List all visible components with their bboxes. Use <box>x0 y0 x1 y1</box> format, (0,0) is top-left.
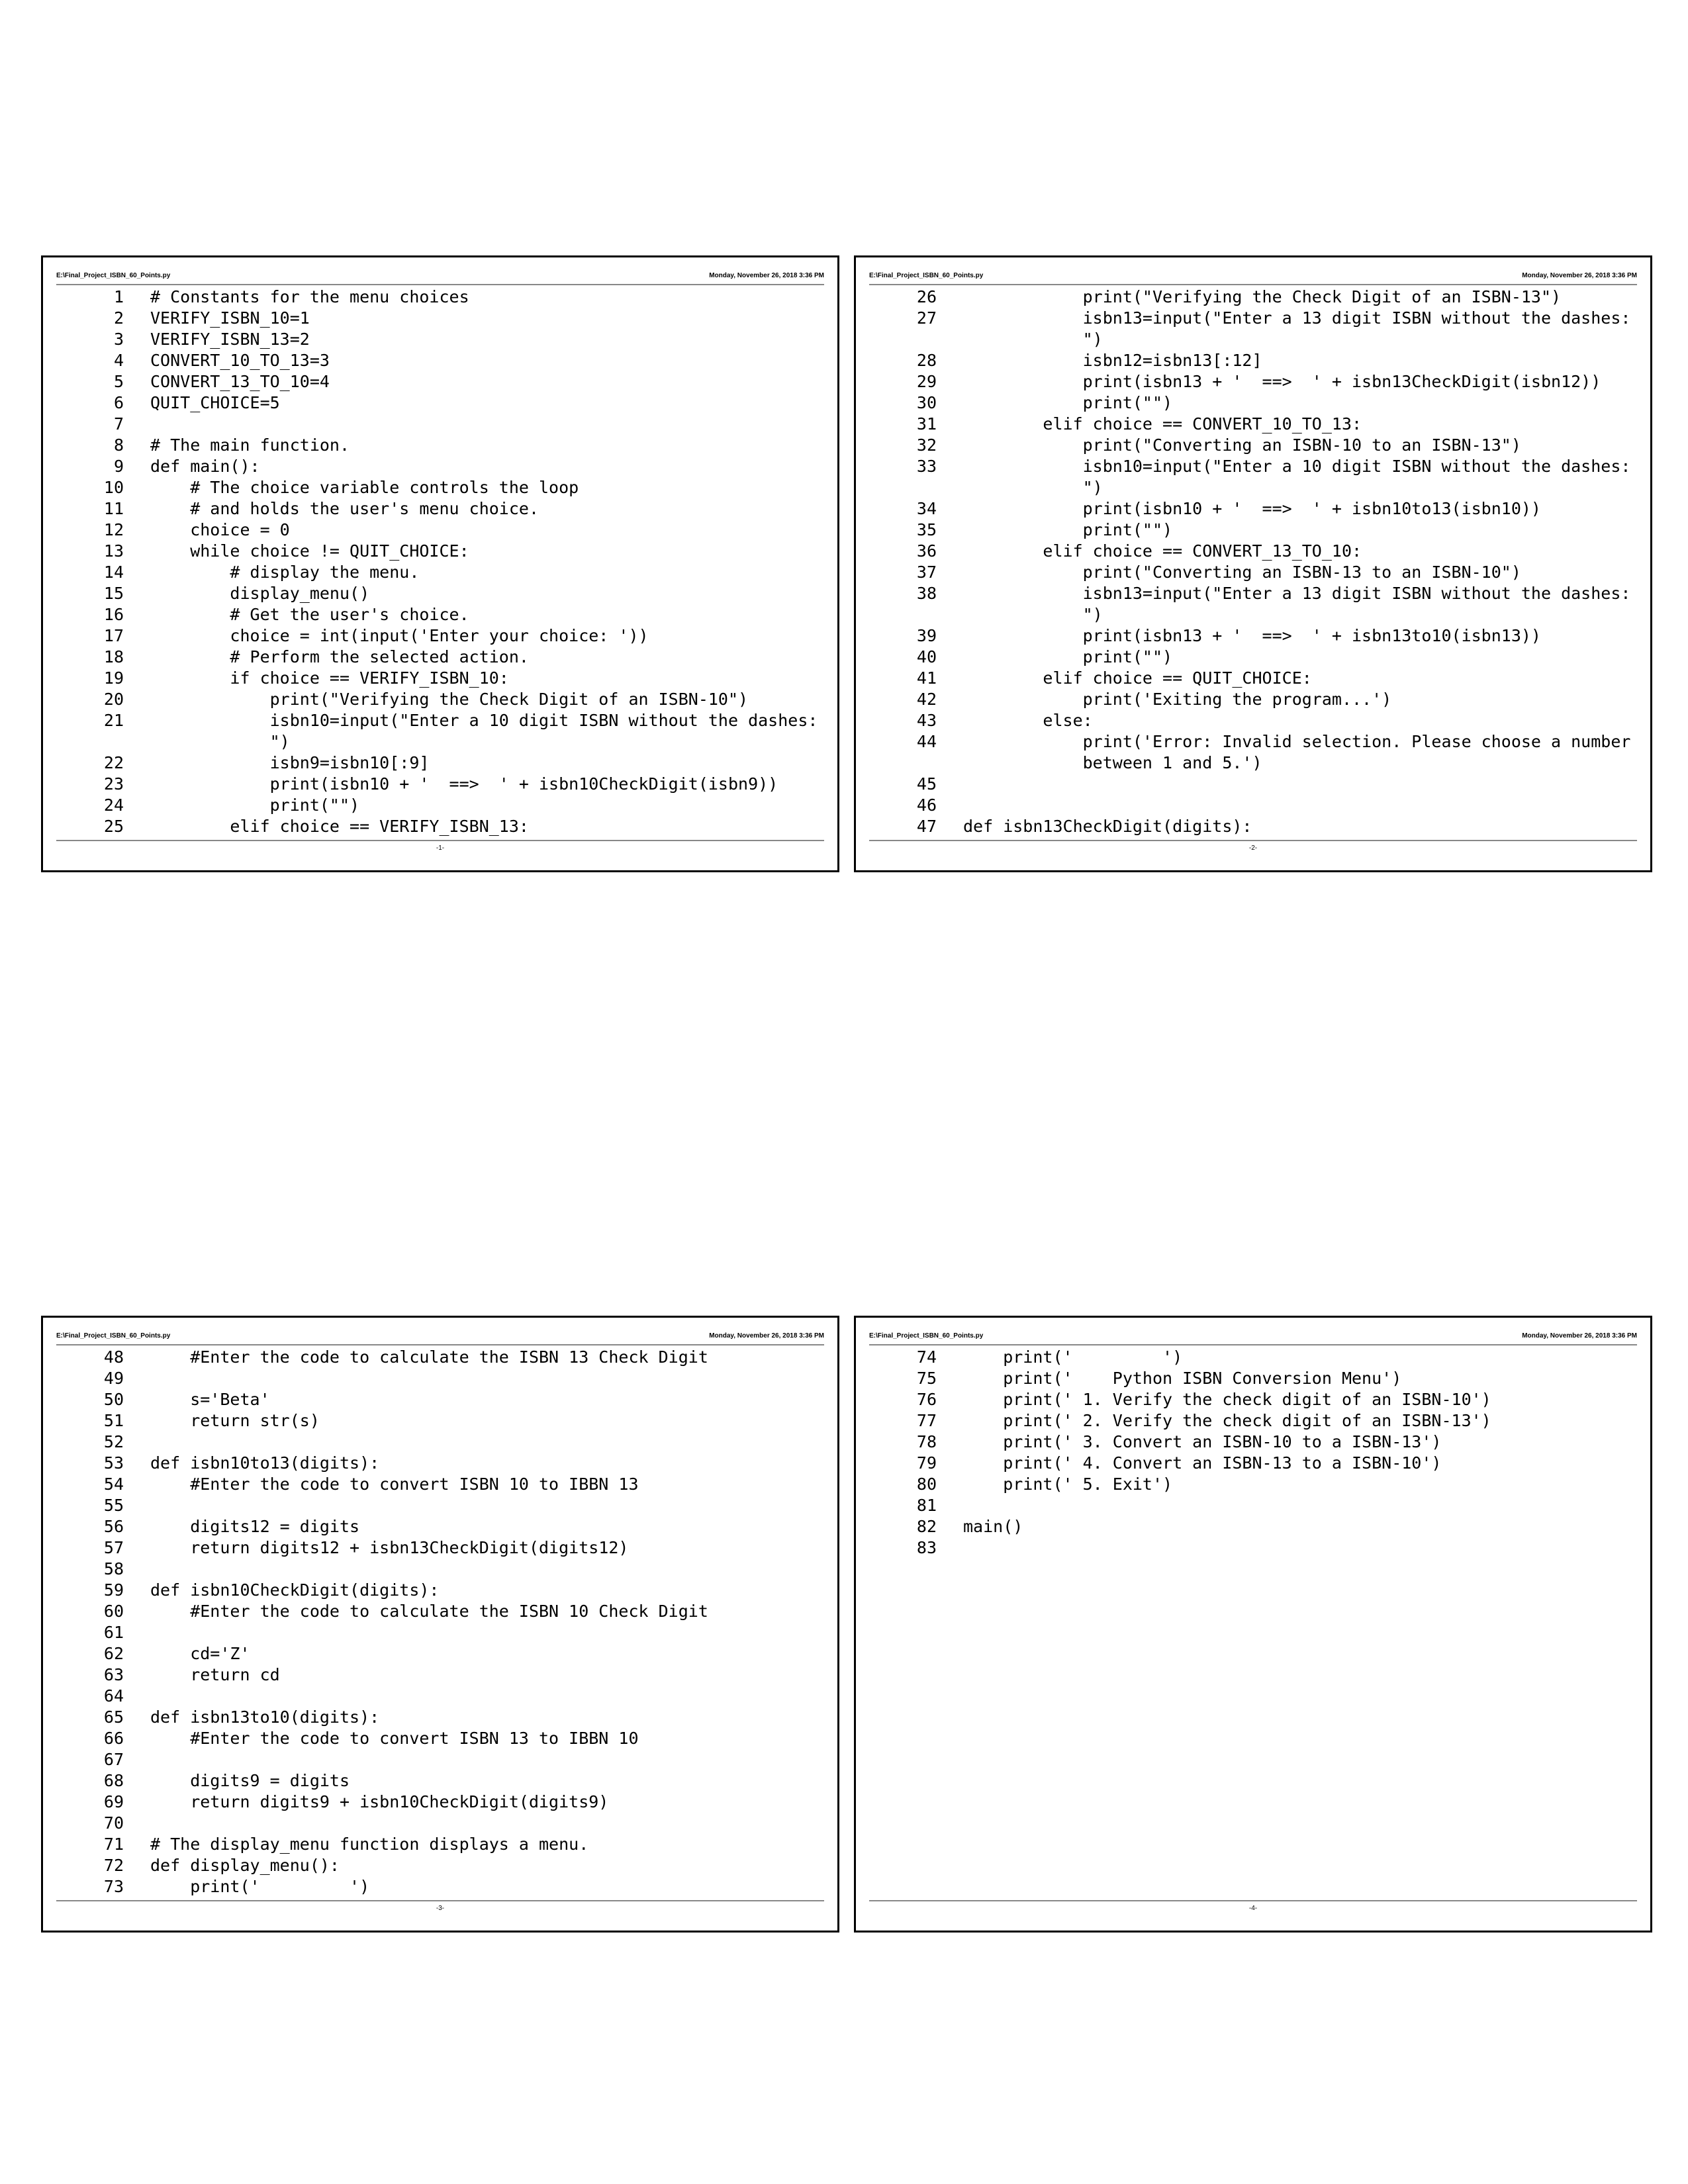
line-number: 76 <box>916 1390 937 1409</box>
line-code: def isbn13CheckDigit(digits): <box>963 817 1252 836</box>
code-line <box>869 562 1637 583</box>
line-code: CONVERT_13_TO_10=4 <box>150 372 330 391</box>
line-number: 69 <box>103 1792 124 1811</box>
line-code <box>150 1813 824 1834</box>
line-number: 65 <box>103 1707 124 1727</box>
line-number: 79 <box>916 1453 937 1473</box>
line-number: 46 <box>916 796 937 815</box>
line-code: digits9 = digits <box>150 1771 350 1790</box>
line-code <box>963 1495 1637 1516</box>
header-filename: E:\Final_Project_ISBN_60_Points.py <box>869 1332 984 1340</box>
line-code: def isbn13to10(digits): <box>150 1707 380 1727</box>
line-code: print('Error: Invalid selection. Please choose a number between 1 and 5.') <box>1082 732 1631 772</box>
line-code <box>150 1686 824 1707</box>
code-line <box>56 1834 824 1855</box>
code-line <box>56 1876 824 1897</box>
code-line <box>869 520 1637 541</box>
line-code: # and holds the user's menu choice. <box>150 499 539 518</box>
page-header <box>56 271 824 285</box>
line-number: 3 <box>113 330 124 349</box>
line-code: #Enter the code to calculate the ISBN 13 Check Digit <box>150 1347 708 1367</box>
line-code: # Perform the selected action. <box>150 647 529 666</box>
code-line <box>869 710 1637 731</box>
line-code: QUIT_CHOICE=5 <box>150 393 280 412</box>
line-code: isbn10=input("Enter a 10 digit ISBN without the dashes: ") <box>269 711 818 751</box>
line-number: 23 <box>103 774 124 794</box>
line-number: 55 <box>103 1496 124 1515</box>
line-number: 70 <box>103 1813 124 1833</box>
code-line <box>869 1432 1637 1453</box>
line-number: 7 <box>113 414 124 433</box>
code-line <box>56 1389 824 1410</box>
line-code: print(isbn10 + ' ==> ' + isbn10CheckDigit(isbn9)) <box>150 774 778 794</box>
line-code: elif choice == QUIT_CHOICE: <box>963 668 1312 688</box>
code-line <box>56 1813 824 1834</box>
line-code: print(' 1. Verify the check digit of an ISBN-10') <box>963 1390 1491 1409</box>
line-number: 61 <box>103 1623 124 1642</box>
line-number: 74 <box>916 1347 937 1367</box>
line-code: print("Converting an ISBN-13 to an ISBN-10") <box>963 563 1521 582</box>
header-filename: E:\Final_Project_ISBN_60_Points.py <box>56 272 171 279</box>
code-line <box>869 625 1637 647</box>
line-number: 58 <box>103 1559 124 1578</box>
code-line <box>56 1770 824 1792</box>
line-code: print(' 2. Verify the check digit of an ISBN-13') <box>963 1411 1491 1430</box>
line-number: 83 <box>916 1538 937 1557</box>
code-line <box>56 1474 824 1495</box>
line-code: print("") <box>963 520 1173 539</box>
line-code: #Enter the code to convert ISBN 10 to IBBN 13 <box>150 1475 639 1494</box>
line-code: isbn10=input("Enter a 10 digit ISBN without the dashes: ") <box>1082 457 1631 497</box>
line-code: print(isbn13 + ' ==> ' + isbn13to10(isbn13)) <box>963 626 1541 645</box>
line-number: 16 <box>103 605 124 624</box>
line-number: 8 <box>113 435 124 455</box>
line-code <box>150 1622 824 1643</box>
code-line <box>869 1474 1637 1495</box>
line-number: 18 <box>103 647 124 666</box>
line-code: # display the menu. <box>150 563 420 582</box>
line-number: 35 <box>916 520 937 539</box>
header-date: Monday, November 26, 2018 3:36 PM <box>1522 1332 1637 1340</box>
line-number: 2 <box>113 308 124 328</box>
line-number: 26 <box>916 287 937 306</box>
code-line <box>56 371 824 392</box>
line-code: print("") <box>963 647 1173 666</box>
code-line <box>56 350 824 371</box>
line-code: isbn12=isbn13[:12] <box>963 351 1262 370</box>
code-page-3 <box>41 1316 839 1933</box>
code-line <box>869 1516 1637 1537</box>
line-code: VERIFY_ISBN_10=1 <box>150 308 310 328</box>
line-number: 4 <box>113 351 124 370</box>
line-code: # Constants for the menu choices <box>150 287 469 306</box>
page-header <box>56 1331 824 1345</box>
code-line <box>56 1559 824 1580</box>
line-code: # The main function. <box>150 435 350 455</box>
header-filename: E:\Final_Project_ISBN_60_Points.py <box>869 272 984 279</box>
code-line <box>56 1643 824 1664</box>
code-line <box>869 371 1637 392</box>
code-line <box>869 1347 1637 1368</box>
code-line <box>869 1495 1637 1516</box>
code-page-1 <box>41 255 839 872</box>
line-number: 38 <box>916 584 937 603</box>
line-code <box>150 1432 824 1453</box>
code-line <box>56 1855 824 1876</box>
line-number: 14 <box>103 563 124 582</box>
line-code <box>150 1495 824 1516</box>
page-footer <box>56 1900 824 1917</box>
line-code: # Get the user's choice. <box>150 605 469 624</box>
line-number: 68 <box>103 1771 124 1790</box>
page-footer <box>869 840 1637 857</box>
line-number: 15 <box>103 584 124 603</box>
line-number: 6 <box>113 393 124 412</box>
line-code: print("Verifying the Check Digit of an ISBN-13") <box>963 287 1562 306</box>
header-date: Monday, November 26, 2018 3:36 PM <box>1522 272 1637 279</box>
code-line <box>869 350 1637 371</box>
code-line <box>869 414 1637 435</box>
code-listing <box>869 1347 1637 1559</box>
line-code: # The choice variable controls the loop <box>150 478 579 497</box>
code-line <box>869 456 1637 498</box>
line-number: 43 <box>916 711 937 730</box>
code-line <box>56 1792 824 1813</box>
code-line <box>56 1495 824 1516</box>
line-code <box>963 774 1637 795</box>
line-number: 56 <box>103 1517 124 1536</box>
code-line <box>56 710 824 752</box>
code-line <box>56 1368 824 1389</box>
code-line <box>869 647 1637 668</box>
line-code: print(' 5. Exit') <box>963 1475 1173 1494</box>
line-code: choice = int(input('Enter your choice: ')) <box>150 626 649 645</box>
line-number: 72 <box>103 1856 124 1875</box>
line-number: 36 <box>916 541 937 561</box>
line-number: 62 <box>103 1644 124 1663</box>
line-number: 81 <box>916 1496 937 1515</box>
line-code: print(' Python ISBN Conversion Menu') <box>963 1369 1402 1388</box>
page-number: -3- <box>436 1905 445 1912</box>
line-code: isbn13=input("Enter a 13 digit ISBN without the dashes: ") <box>1082 308 1631 349</box>
code-line <box>56 329 824 350</box>
code-line <box>56 1601 824 1622</box>
line-number: 12 <box>103 520 124 539</box>
header-date: Monday, November 26, 2018 3:36 PM <box>709 272 824 279</box>
code-line <box>869 668 1637 689</box>
code-line <box>869 392 1637 414</box>
line-number: 28 <box>916 351 937 370</box>
line-code <box>963 1537 1637 1559</box>
line-code: else: <box>963 711 1093 730</box>
line-code: VERIFY_ISBN_13=2 <box>150 330 310 349</box>
line-code <box>150 1559 824 1580</box>
code-line <box>869 1453 1637 1474</box>
code-listing <box>56 287 824 837</box>
line-number: 78 <box>916 1432 937 1451</box>
code-line <box>56 392 824 414</box>
line-number: 64 <box>103 1686 124 1706</box>
code-line <box>56 435 824 456</box>
line-number: 66 <box>103 1729 124 1748</box>
line-number: 21 <box>103 711 124 730</box>
line-number: 17 <box>103 626 124 645</box>
line-code: def main(): <box>150 457 260 476</box>
page-number: -2- <box>1248 844 1258 852</box>
code-line <box>56 752 824 774</box>
code-line <box>869 816 1637 837</box>
code-line <box>56 498 824 520</box>
line-code: #Enter the code to calculate the ISBN 10 Check Digit <box>150 1602 708 1621</box>
code-line <box>56 1537 824 1559</box>
line-code: print("") <box>150 796 360 815</box>
line-number: 71 <box>103 1835 124 1854</box>
line-code: return digits12 + isbn13CheckDigit(digits12) <box>150 1538 629 1557</box>
code-line <box>56 668 824 689</box>
code-line <box>56 562 824 583</box>
line-number: 39 <box>916 626 937 645</box>
code-line <box>56 520 824 541</box>
code-line <box>56 1453 824 1474</box>
line-number: 73 <box>103 1877 124 1896</box>
code-line <box>56 1347 824 1368</box>
code-line <box>56 647 824 668</box>
line-code: isbn9=isbn10[:9] <box>150 753 430 772</box>
code-page-2 <box>854 255 1652 872</box>
line-code: return digits9 + isbn10CheckDigit(digits9) <box>150 1792 609 1811</box>
code-line <box>869 435 1637 456</box>
line-number: 9 <box>113 457 124 476</box>
line-number: 34 <box>916 499 937 518</box>
page-footer <box>869 1900 1637 1917</box>
line-number: 25 <box>103 817 124 836</box>
line-number: 19 <box>103 668 124 688</box>
code-line <box>56 1410 824 1432</box>
line-code: print('Exiting the program...') <box>963 690 1392 709</box>
line-number: 42 <box>916 690 937 709</box>
line-code: display_menu() <box>150 584 370 603</box>
line-number: 13 <box>103 541 124 561</box>
line-number: 67 <box>103 1750 124 1769</box>
code-listing <box>869 287 1637 837</box>
code-line <box>56 1707 824 1728</box>
line-code: while choice != QUIT_CHOICE: <box>150 541 469 561</box>
line-number: 60 <box>103 1602 124 1621</box>
line-number: 41 <box>916 668 937 688</box>
line-code: # The display_menu function displays a menu. <box>150 1835 589 1854</box>
line-code <box>150 1368 824 1389</box>
code-line <box>56 689 824 710</box>
line-code: print("Converting an ISBN-10 to an ISBN-13") <box>963 435 1521 455</box>
code-line <box>56 625 824 647</box>
page-number: -1- <box>436 844 445 852</box>
code-line <box>56 456 824 477</box>
page-footer <box>56 840 824 857</box>
line-code: elif choice == VERIFY_ISBN_13: <box>150 817 529 836</box>
line-number: 40 <box>916 647 937 666</box>
page-number: -4- <box>1248 1905 1258 1912</box>
code-line <box>56 604 824 625</box>
line-number: 22 <box>103 753 124 772</box>
line-number: 63 <box>103 1665 124 1684</box>
code-page-4 <box>854 1316 1652 1933</box>
line-number: 44 <box>916 732 937 751</box>
line-number: 82 <box>916 1517 937 1536</box>
line-number: 10 <box>103 478 124 497</box>
line-number: 52 <box>103 1432 124 1451</box>
code-line <box>869 795 1637 816</box>
line-code: CONVERT_10_TO_13=3 <box>150 351 330 370</box>
code-line <box>869 287 1637 308</box>
line-code: print(' ') <box>150 1877 370 1896</box>
page-header <box>869 271 1637 285</box>
code-line <box>56 1622 824 1643</box>
code-line <box>56 1728 824 1749</box>
line-number: 30 <box>916 393 937 412</box>
line-number: 37 <box>916 563 937 582</box>
line-code: elif choice == CONVERT_10_TO_13: <box>963 414 1362 433</box>
code-line <box>869 774 1637 795</box>
code-line <box>56 1749 824 1770</box>
line-code <box>963 795 1637 816</box>
line-number: 48 <box>103 1347 124 1367</box>
line-code: print(' ') <box>963 1347 1183 1367</box>
code-line <box>869 1410 1637 1432</box>
code-line <box>56 1686 824 1707</box>
line-number: 75 <box>916 1369 937 1388</box>
line-number: 59 <box>103 1580 124 1600</box>
line-code: isbn13=input("Enter a 13 digit ISBN without the dashes: ") <box>1082 584 1631 624</box>
code-line <box>56 583 824 604</box>
line-code: digits12 = digits <box>150 1517 360 1536</box>
line-number: 11 <box>103 499 124 518</box>
line-number: 29 <box>916 372 937 391</box>
line-code: choice = 0 <box>150 520 290 539</box>
line-number: 5 <box>113 372 124 391</box>
line-number: 54 <box>103 1475 124 1494</box>
line-number: 31 <box>916 414 937 433</box>
code-line <box>869 1368 1637 1389</box>
line-code: print("Verifying the Check Digit of an ISBN-10") <box>150 690 749 709</box>
line-code: main() <box>963 1517 1023 1536</box>
line-number: 1 <box>113 287 124 306</box>
code-listing <box>56 1347 824 1897</box>
line-number: 27 <box>916 308 937 328</box>
line-code: return cd <box>150 1665 280 1684</box>
line-code: print(' 4. Convert an ISBN-13 to a ISBN-10') <box>963 1453 1442 1473</box>
header-filename: E:\Final_Project_ISBN_60_Points.py <box>56 1332 171 1340</box>
line-number: 45 <box>916 774 937 794</box>
code-line <box>56 414 824 435</box>
code-line <box>56 287 824 308</box>
line-code <box>150 1749 824 1770</box>
header-date: Monday, November 26, 2018 3:36 PM <box>709 1332 824 1340</box>
line-number: 49 <box>103 1369 124 1388</box>
code-line <box>56 1580 824 1601</box>
code-line <box>56 477 824 498</box>
line-number: 50 <box>103 1390 124 1409</box>
line-code: def isbn10to13(digits): <box>150 1453 380 1473</box>
code-line <box>869 731 1637 774</box>
code-line <box>56 1516 824 1537</box>
code-line <box>56 1432 824 1453</box>
line-code: def isbn10CheckDigit(digits): <box>150 1580 440 1600</box>
line-number: 47 <box>916 817 937 836</box>
code-line <box>869 1389 1637 1410</box>
code-line <box>56 308 824 329</box>
code-line <box>56 774 824 795</box>
line-number: 20 <box>103 690 124 709</box>
line-code: print("") <box>963 393 1173 412</box>
line-code: print(' 3. Convert an ISBN-10 to a ISBN-13') <box>963 1432 1442 1451</box>
code-line <box>869 1537 1637 1559</box>
line-number: 51 <box>103 1411 124 1430</box>
line-code: if choice == VERIFY_ISBN_10: <box>150 668 509 688</box>
code-line <box>56 795 824 816</box>
line-code: s='Beta' <box>150 1390 270 1409</box>
line-number: 80 <box>916 1475 937 1494</box>
line-number: 24 <box>103 796 124 815</box>
line-number: 77 <box>916 1411 937 1430</box>
page-header <box>869 1331 1637 1345</box>
code-line <box>869 689 1637 710</box>
code-line <box>869 541 1637 562</box>
line-code: print(isbn10 + ' ==> ' + isbn10to13(isbn10)) <box>963 499 1541 518</box>
line-number: 53 <box>103 1453 124 1473</box>
code-line <box>869 498 1637 520</box>
line-code: elif choice == CONVERT_13_TO_10: <box>963 541 1362 561</box>
line-code: print(isbn13 + ' ==> ' + isbn13CheckDigit(isbn12)) <box>963 372 1601 391</box>
line-code: #Enter the code to convert ISBN 13 to IBBN 10 <box>150 1729 639 1748</box>
line-code: return str(s) <box>150 1411 320 1430</box>
line-code <box>150 414 824 435</box>
code-line <box>56 816 824 837</box>
code-line <box>869 308 1637 350</box>
code-line <box>869 583 1637 625</box>
line-code: cd='Z' <box>150 1644 250 1663</box>
code-line <box>56 1664 824 1686</box>
line-number: 57 <box>103 1538 124 1557</box>
line-number: 33 <box>916 457 937 476</box>
line-code: def display_menu(): <box>150 1856 340 1875</box>
line-number: 32 <box>916 435 937 455</box>
code-line <box>56 541 824 562</box>
